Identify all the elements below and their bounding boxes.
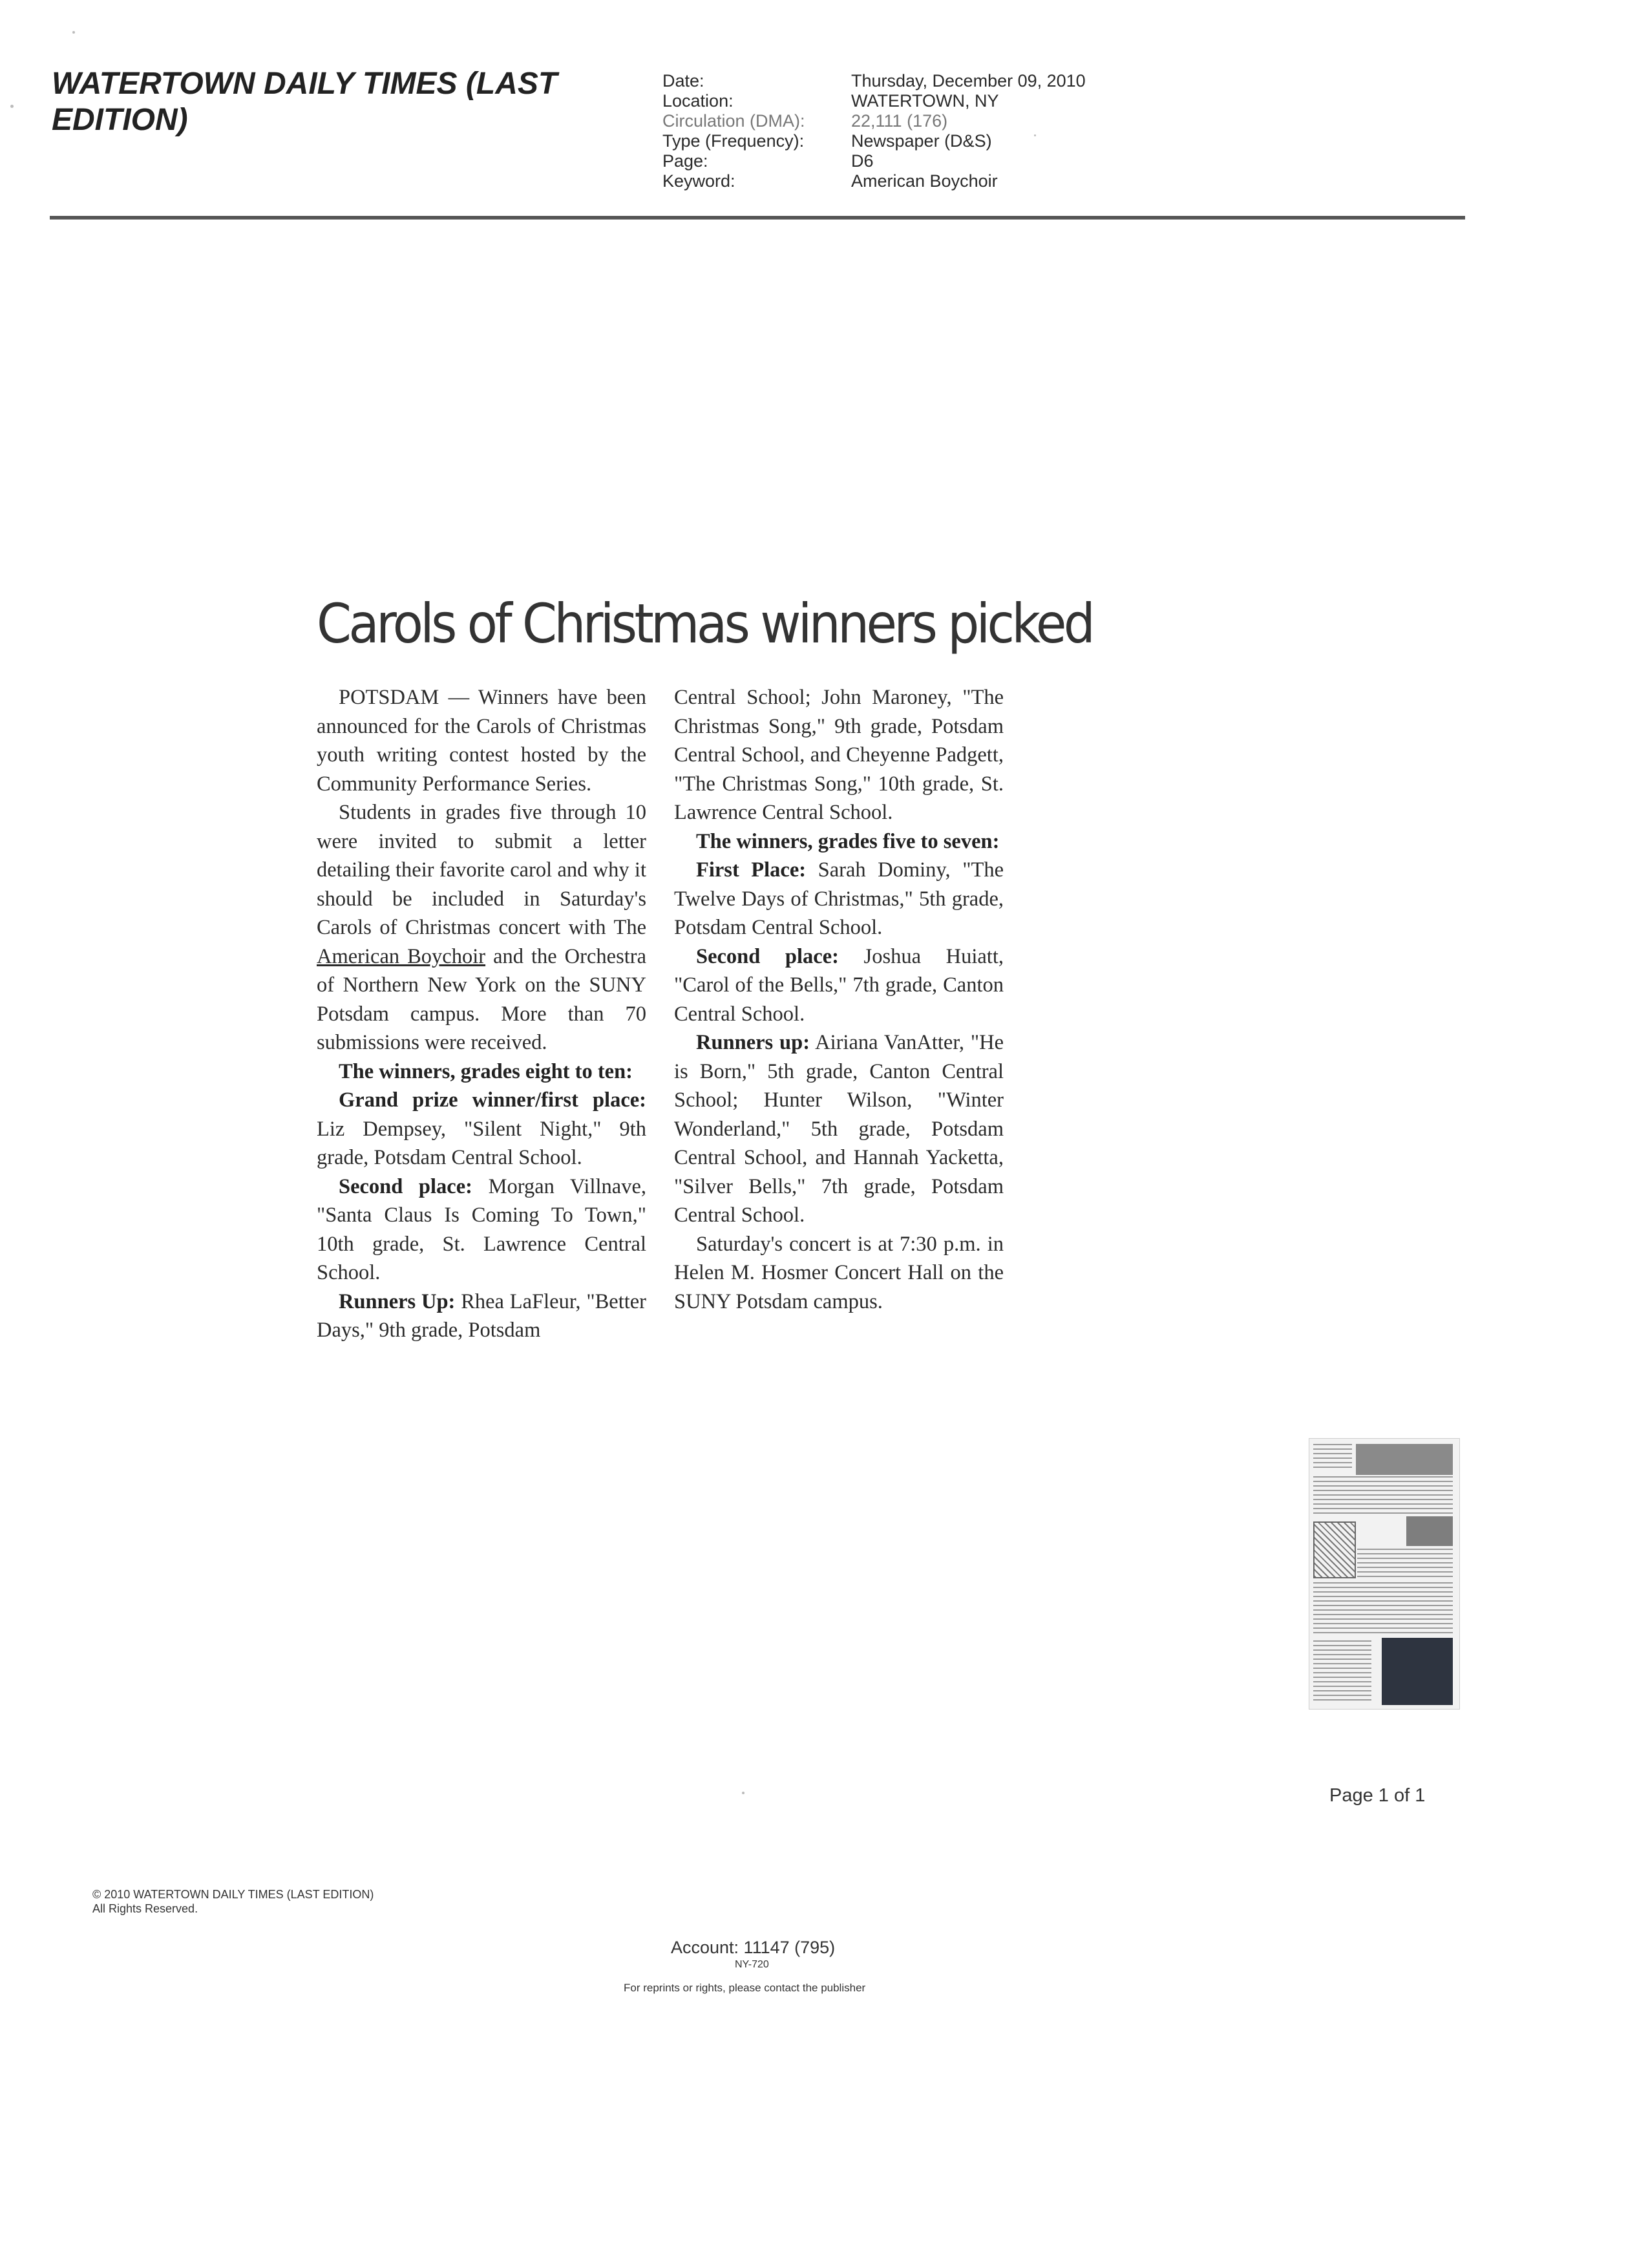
section-heading-text: The winners, grades five to seven: bbox=[696, 829, 1000, 853]
scan-speck bbox=[10, 105, 14, 108]
copyright-notice bbox=[92, 1887, 374, 1916]
winner-label: Runners up: bbox=[696, 1031, 810, 1054]
account-code: NY-720 bbox=[735, 1959, 769, 1970]
meta-values bbox=[851, 71, 1086, 191]
article-column-left bbox=[317, 683, 646, 1345]
meta-value-page: D6 bbox=[851, 151, 874, 171]
winner-entry bbox=[317, 1172, 646, 1288]
winner-text: Joshua Huiatt, "Carol of the Bells," 7th grade, Canton Central School. bbox=[674, 944, 1004, 1026]
article-text: and the Orchestra of Northern New York on the SUNY Potsdam campus. More than 70 submissions were received. bbox=[317, 944, 646, 1054]
meta-label-page: Page: bbox=[662, 151, 708, 171]
reprints-notice: For reprints or rights, please contact the publisher bbox=[624, 1982, 866, 1994]
winner-label: First Place: bbox=[696, 858, 807, 882]
copyright-line: © 2010 WATERTOWN DAILY TIMES (LAST EDITION) bbox=[92, 1888, 374, 1901]
meta-value-circulation: 22,111 (176) bbox=[851, 111, 948, 131]
winner-text: Liz Dempsey, "Silent Night," 9th grade, Potsdam Central School. bbox=[317, 1117, 646, 1169]
meta-label-date: Date: bbox=[662, 71, 704, 90]
winner-text: Rhea LaFleur, "Better Days," 9th grade, Potsdam bbox=[317, 1289, 646, 1342]
meta-label-location: Location: bbox=[662, 91, 734, 111]
article-headline: Carols of Christmas winners picked bbox=[317, 592, 1093, 655]
page-number: Page 1 of 1 bbox=[1329, 1785, 1426, 1806]
scan-speck bbox=[72, 31, 75, 34]
section-heading bbox=[674, 827, 1004, 856]
article-paragraph: Central School; John Maroney, "The Christmas Song," 9th grade, Potsdam Central School, and Cheyenne Padgett, "The Christmas Song," 10th grade, St. Lawrence Central School. bbox=[674, 686, 1004, 824]
page-thumbnail bbox=[1309, 1438, 1460, 1710]
winner-text: Airiana VanAtter, "He is Born," 5th grade, Canton Central School; Hunter Wilson, "Winter Wonderland," 5th grade, Potsdam Central School, and Hannah Yacketta, "Silver Bells," 7th grade, Potsdam Central School. bbox=[674, 1031, 1004, 1227]
winner-entry bbox=[317, 1086, 646, 1172]
meta-label-type: Type (Frequency): bbox=[662, 131, 805, 151]
publication-name: WATERTOWN DAILY TIMES (LAST EDITION) bbox=[52, 67, 558, 137]
winner-label: Grand prize winner/first place: bbox=[339, 1088, 646, 1112]
meta-value-date: Thursday, December 09, 2010 bbox=[851, 71, 1086, 90]
winner-label: Second place: bbox=[696, 944, 839, 968]
article-paragraph: Saturday's concert is at 7:30 p.m. in Helen M. Hosmer Concert Hall on the SUNY Potsdam campus. bbox=[674, 1232, 1004, 1313]
winner-text: Sarah Dominy, "The Twelve Days of Christmas," 5th grade, Potsdam Central School. bbox=[674, 858, 1004, 939]
meta-value-type: Newspaper (D&S) bbox=[851, 131, 992, 151]
account-number: Account: 11147 (795) bbox=[671, 1938, 836, 1957]
keyword-highlight: American Boychoir bbox=[317, 944, 486, 968]
winner-entry bbox=[674, 856, 1004, 942]
meta-label-circulation: Circulation (DMA): bbox=[662, 111, 805, 131]
copyright-line: All Rights Reserved. bbox=[92, 1902, 198, 1915]
winner-entry bbox=[317, 1288, 646, 1345]
article-text: Students in grades five through 10 were invited to submit a letter detailing their favorite carol and why it should be included in Saturday's Carols of Christmas concert with The bbox=[317, 801, 646, 939]
article-column-right bbox=[674, 683, 1004, 1316]
scan-speck bbox=[1034, 134, 1036, 136]
article-paragraph bbox=[317, 798, 646, 1057]
section-heading bbox=[317, 1057, 646, 1086]
winner-label: Second place: bbox=[339, 1174, 472, 1198]
winner-label: Runners Up: bbox=[339, 1289, 456, 1313]
section-heading-text: The winners, grades eight to ten: bbox=[339, 1059, 633, 1083]
article-paragraph: POTSDAM — Winners have been announced for the Carols of Christmas youth writing contest hosted by the Community Performance Series. bbox=[317, 686, 646, 796]
meta-labels bbox=[662, 71, 805, 191]
meta-label-keyword: Keyword: bbox=[662, 171, 735, 191]
winner-entry bbox=[674, 942, 1004, 1029]
meta-value-location: WATERTOWN, NY bbox=[851, 91, 999, 111]
scan-speck bbox=[742, 1792, 745, 1794]
winner-text: Morgan Villnave, "Santa Claus Is Coming To Town," 10th grade, St. Lawrence Central School. bbox=[317, 1174, 646, 1284]
winner-entry bbox=[674, 1028, 1004, 1230]
meta-value-keyword: American Boychoir bbox=[851, 171, 998, 191]
header-divider bbox=[50, 216, 1465, 220]
